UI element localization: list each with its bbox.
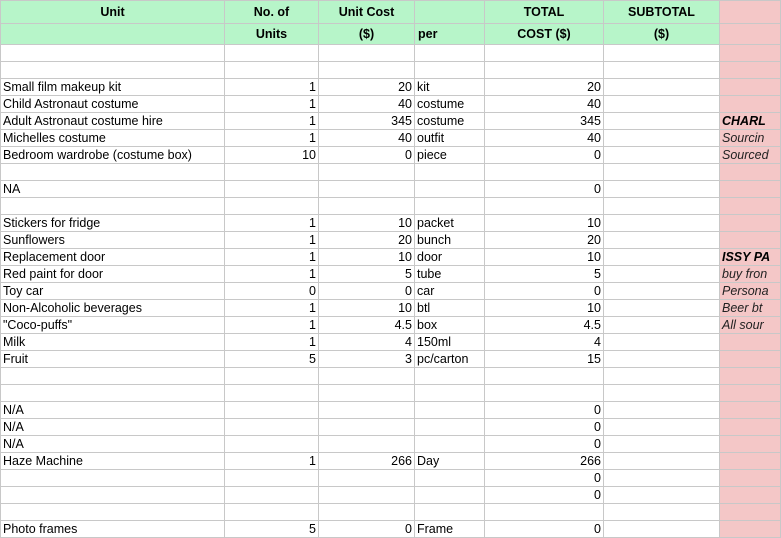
table-row xyxy=(1,300,781,317)
cell-subtotal[interactable] xyxy=(604,113,720,130)
cell-per[interactable]: outfit xyxy=(415,130,485,147)
cell-units[interactable] xyxy=(225,487,319,504)
cell-item[interactable] xyxy=(1,504,225,521)
cell-units[interactable]: 10 xyxy=(225,147,319,164)
cell-units[interactable]: 1 xyxy=(225,249,319,266)
cell-total-cost[interactable]: 15 xyxy=(485,351,604,368)
table-row xyxy=(1,96,781,113)
cell-units[interactable] xyxy=(225,181,319,198)
header-subtotal[interactable]: SUBTOTAL xyxy=(604,1,720,24)
table-row xyxy=(1,79,781,96)
cell-subtotal[interactable] xyxy=(604,232,720,249)
table-row xyxy=(1,113,781,130)
cell-per[interactable] xyxy=(415,470,485,487)
table-row xyxy=(1,181,781,198)
cell-note[interactable] xyxy=(720,198,781,215)
cell-item[interactable]: N/A xyxy=(1,419,225,436)
cell-unit-cost[interactable]: 4.5 xyxy=(319,317,415,334)
cell-unit-cost[interactable] xyxy=(319,504,415,521)
cell-unit-cost[interactable]: 40 xyxy=(319,130,415,147)
cell-per[interactable]: box xyxy=(415,317,485,334)
cell-unit-cost[interactable]: 10 xyxy=(319,300,415,317)
cell-subtotal[interactable] xyxy=(604,317,720,334)
cell-per[interactable] xyxy=(415,436,485,453)
cell-unit-cost[interactable]: 0 xyxy=(319,283,415,300)
cell-item[interactable]: "Coco-puffs" xyxy=(1,317,225,334)
cell-total-cost[interactable]: 40 xyxy=(485,130,604,147)
cell-subtotal[interactable] xyxy=(604,283,720,300)
cell-units[interactable] xyxy=(225,419,319,436)
cell-per[interactable] xyxy=(415,62,485,79)
cell-item[interactable]: Sunflowers xyxy=(1,232,225,249)
cell-total-cost[interactable] xyxy=(485,164,604,181)
cell-note[interactable] xyxy=(720,79,781,96)
cell-units[interactable]: 1 xyxy=(225,453,319,470)
table-row xyxy=(1,266,781,283)
cell-note[interactable] xyxy=(720,453,781,470)
cell-per[interactable]: Day xyxy=(415,453,485,470)
cell-item[interactable]: Haze Machine xyxy=(1,453,225,470)
cell-unit-cost[interactable] xyxy=(319,181,415,198)
cell-unit-cost[interactable] xyxy=(319,45,415,62)
cell-total-cost[interactable]: 0 xyxy=(485,487,604,504)
cell-total-cost[interactable]: 0 xyxy=(485,521,604,538)
cell-unit-cost[interactable] xyxy=(319,198,415,215)
cell-subtotal[interactable] xyxy=(604,249,720,266)
cell-units[interactable] xyxy=(225,164,319,181)
cell-units[interactable] xyxy=(225,504,319,521)
cell-item[interactable] xyxy=(1,470,225,487)
cell-per[interactable]: door xyxy=(415,249,485,266)
table-row xyxy=(1,504,781,521)
cell-unit-cost[interactable]: 20 xyxy=(319,232,415,249)
cell-subtotal[interactable] xyxy=(604,130,720,147)
cell-total-cost[interactable]: 20 xyxy=(485,79,604,96)
cell-item[interactable]: Milk xyxy=(1,334,225,351)
cell-units[interactable]: 1 xyxy=(225,79,319,96)
cell-units[interactable]: 1 xyxy=(225,113,319,130)
cell-note[interactable]: Beer bt xyxy=(720,300,781,317)
cell-subtotal[interactable] xyxy=(604,334,720,351)
cell-per[interactable]: bunch xyxy=(415,232,485,249)
cell-subtotal[interactable] xyxy=(604,504,720,521)
cell-unit-cost[interactable] xyxy=(319,436,415,453)
cell-units[interactable] xyxy=(225,45,319,62)
cell-subtotal[interactable] xyxy=(604,266,720,283)
cell-unit-cost[interactable]: 10 xyxy=(319,249,415,266)
cell-item[interactable]: Child Astronaut costume xyxy=(1,96,225,113)
table-row xyxy=(1,521,781,538)
cell-subtotal[interactable] xyxy=(604,487,720,504)
header-unit-cost[interactable]: Unit Cost xyxy=(319,1,415,24)
cell-item[interactable]: Photo frames xyxy=(1,521,225,538)
cell-unit-cost[interactable] xyxy=(319,470,415,487)
cell-total-cost[interactable]: 0 xyxy=(485,402,604,419)
cell-total-cost[interactable]: 10 xyxy=(485,300,604,317)
cell-item[interactable] xyxy=(1,487,225,504)
cell-item[interactable]: Bedroom wardrobe (costume box) xyxy=(1,147,225,164)
cell-total-cost[interactable]: 40 xyxy=(485,96,604,113)
cell-per[interactable] xyxy=(415,504,485,521)
cell-subtotal[interactable] xyxy=(604,402,720,419)
cell-unit-cost[interactable]: 20 xyxy=(319,79,415,96)
cell-subtotal[interactable] xyxy=(604,368,720,385)
cell-subtotal[interactable] xyxy=(604,96,720,113)
cell-total-cost[interactable]: 0 xyxy=(485,181,604,198)
table-row xyxy=(1,164,781,181)
cell-item[interactable]: Toy car xyxy=(1,283,225,300)
table-row xyxy=(1,232,781,249)
cell-item[interactable] xyxy=(1,45,225,62)
cell-total-cost[interactable]: 0 xyxy=(485,147,604,164)
cell-unit-cost[interactable]: 4 xyxy=(319,334,415,351)
header-notes[interactable] xyxy=(720,1,781,24)
cell-per[interactable] xyxy=(415,385,485,402)
cell-unit-cost[interactable]: 3 xyxy=(319,351,415,368)
cell-note[interactable]: All sour xyxy=(720,317,781,334)
header-units-label[interactable]: Units xyxy=(225,24,319,45)
cell-subtotal[interactable] xyxy=(604,300,720,317)
table-row xyxy=(1,402,781,419)
cell-per[interactable]: car xyxy=(415,283,485,300)
cell-per[interactable]: costume xyxy=(415,113,485,130)
cell-note[interactable]: Persona xyxy=(720,283,781,300)
cell-subtotal[interactable] xyxy=(604,385,720,402)
cell-item[interactable] xyxy=(1,368,225,385)
cell-total-cost[interactable]: 10 xyxy=(485,249,604,266)
cell-units[interactable] xyxy=(225,402,319,419)
cell-note[interactable] xyxy=(720,215,781,232)
cell-item[interactable]: Red paint for door xyxy=(1,266,225,283)
header-row-bottom xyxy=(1,24,781,45)
cell-units[interactable] xyxy=(225,62,319,79)
table-row xyxy=(1,385,781,402)
cell-per[interactable]: 150ml xyxy=(415,334,485,351)
header-per[interactable]: per xyxy=(415,24,485,45)
cell-total-cost[interactable]: 345 xyxy=(485,113,604,130)
cell-total-cost[interactable] xyxy=(485,504,604,521)
cell-units[interactable]: 5 xyxy=(225,521,319,538)
header-unit[interactable]: Unit xyxy=(1,1,225,24)
cell-item[interactable]: Stickers for fridge xyxy=(1,215,225,232)
cell-subtotal[interactable] xyxy=(604,45,720,62)
header-notes-bottom[interactable] xyxy=(720,24,781,45)
cell-units[interactable]: 0 xyxy=(225,283,319,300)
cell-total-cost[interactable]: 4.5 xyxy=(485,317,604,334)
cell-subtotal[interactable] xyxy=(604,453,720,470)
cell-total-cost[interactable] xyxy=(485,45,604,62)
cell-per[interactable] xyxy=(415,198,485,215)
cell-note[interactable] xyxy=(720,62,781,79)
header-row-top xyxy=(1,1,781,24)
cell-units[interactable]: 1 xyxy=(225,334,319,351)
cell-note[interactable]: CHARL xyxy=(720,113,781,130)
cell-note[interactable]: Sourcin xyxy=(720,130,781,147)
cell-total-cost[interactable]: 10 xyxy=(485,215,604,232)
cell-total-cost[interactable]: 5 xyxy=(485,266,604,283)
cell-per[interactable]: Frame xyxy=(415,521,485,538)
cell-subtotal[interactable] xyxy=(604,436,720,453)
cell-total-cost[interactable]: 266 xyxy=(485,453,604,470)
cell-subtotal[interactable] xyxy=(604,79,720,96)
cell-note[interactable]: ISSY PA xyxy=(720,249,781,266)
cell-unit-cost[interactable] xyxy=(319,419,415,436)
cell-item[interactable]: N/A xyxy=(1,402,225,419)
cell-subtotal[interactable] xyxy=(604,164,720,181)
cell-unit-cost[interactable] xyxy=(319,385,415,402)
header-total-cost[interactable]: TOTAL xyxy=(485,1,604,24)
cell-unit-cost[interactable]: 40 xyxy=(319,96,415,113)
cell-units[interactable]: 1 xyxy=(225,130,319,147)
cell-per[interactable]: kit xyxy=(415,79,485,96)
cell-per[interactable] xyxy=(415,487,485,504)
cell-item[interactable] xyxy=(1,62,225,79)
cell-units[interactable]: 1 xyxy=(225,300,319,317)
cell-note[interactable] xyxy=(720,521,781,538)
cell-note[interactable]: buy fron xyxy=(720,266,781,283)
table-row xyxy=(1,198,781,215)
cell-subtotal[interactable] xyxy=(604,181,720,198)
cell-subtotal[interactable] xyxy=(604,470,720,487)
cell-units[interactable]: 1 xyxy=(225,317,319,334)
header-per-top[interactable] xyxy=(415,1,485,24)
cell-per[interactable] xyxy=(415,419,485,436)
cell-item[interactable]: Adult Astronaut costume hire xyxy=(1,113,225,130)
table-row xyxy=(1,334,781,351)
cell-note[interactable] xyxy=(720,45,781,62)
cell-subtotal[interactable] xyxy=(604,215,720,232)
cell-note[interactable] xyxy=(720,232,781,249)
cell-units[interactable] xyxy=(225,436,319,453)
cell-per[interactable]: packet xyxy=(415,215,485,232)
cell-per[interactable]: costume xyxy=(415,96,485,113)
cell-unit-cost[interactable]: 266 xyxy=(319,453,415,470)
cell-units[interactable] xyxy=(225,385,319,402)
cell-note[interactable] xyxy=(720,419,781,436)
cell-item[interactable]: Michelles costume xyxy=(1,130,225,147)
table-row xyxy=(1,470,781,487)
cell-item[interactable] xyxy=(1,385,225,402)
cell-per[interactable]: btl xyxy=(415,300,485,317)
cell-item[interactable]: Non-Alcoholic beverages xyxy=(1,300,225,317)
cell-unit-cost[interactable]: 10 xyxy=(319,215,415,232)
cell-total-cost[interactable] xyxy=(485,368,604,385)
cell-units[interactable]: 5 xyxy=(225,351,319,368)
cell-item[interactable]: Fruit xyxy=(1,351,225,368)
cell-note[interactable] xyxy=(720,487,781,504)
cell-note[interactable] xyxy=(720,96,781,113)
cell-note[interactable] xyxy=(720,504,781,521)
cell-per[interactable] xyxy=(415,181,485,198)
table-row xyxy=(1,147,781,164)
cell-note[interactable]: Sourced xyxy=(720,147,781,164)
cell-item[interactable]: Replacement door xyxy=(1,249,225,266)
cell-units[interactable] xyxy=(225,368,319,385)
cell-total-cost[interactable]: 0 xyxy=(485,419,604,436)
table-row xyxy=(1,368,781,385)
cell-total-cost[interactable]: 0 xyxy=(485,436,604,453)
cell-item[interactable] xyxy=(1,198,225,215)
cell-total-cost[interactable] xyxy=(485,62,604,79)
cell-units[interactable]: 1 xyxy=(225,215,319,232)
table-row xyxy=(1,215,781,232)
cell-subtotal[interactable] xyxy=(604,198,720,215)
cell-units[interactable] xyxy=(225,198,319,215)
cell-per[interactable] xyxy=(415,164,485,181)
cell-note[interactable] xyxy=(720,164,781,181)
table-row xyxy=(1,351,781,368)
cell-item[interactable] xyxy=(1,164,225,181)
cell-total-cost[interactable]: 4 xyxy=(485,334,604,351)
cell-total-cost[interactable] xyxy=(485,385,604,402)
cell-item[interactable]: NA xyxy=(1,181,225,198)
cell-total-cost[interactable]: 0 xyxy=(485,470,604,487)
cell-subtotal[interactable] xyxy=(604,521,720,538)
table-row xyxy=(1,130,781,147)
cell-per[interactable] xyxy=(415,368,485,385)
cell-unit-cost[interactable] xyxy=(319,164,415,181)
table-row xyxy=(1,62,781,79)
table-row xyxy=(1,436,781,453)
header-subtotal-currency[interactable]: ($) xyxy=(604,24,720,45)
cell-per[interactable]: piece xyxy=(415,147,485,164)
table-row xyxy=(1,249,781,266)
table-row xyxy=(1,317,781,334)
cell-unit-cost[interactable] xyxy=(319,368,415,385)
table-row xyxy=(1,419,781,436)
cell-subtotal[interactable] xyxy=(604,62,720,79)
cell-units[interactable]: 1 xyxy=(225,96,319,113)
cell-total-cost[interactable] xyxy=(485,198,604,215)
cell-unit-cost[interactable]: 345 xyxy=(319,113,415,130)
cell-units[interactable]: 1 xyxy=(225,266,319,283)
cell-note[interactable] xyxy=(720,470,781,487)
cell-item[interactable]: Small film makeup kit xyxy=(1,79,225,96)
cell-total-cost[interactable]: 0 xyxy=(485,283,604,300)
cell-units[interactable] xyxy=(225,470,319,487)
cell-per[interactable] xyxy=(415,402,485,419)
cell-unit-cost[interactable] xyxy=(319,402,415,419)
cell-per[interactable] xyxy=(415,45,485,62)
cell-note[interactable] xyxy=(720,385,781,402)
cell-note[interactable] xyxy=(720,436,781,453)
header-total-cost-label[interactable]: COST ($) xyxy=(485,24,604,45)
header-no-of-units[interactable]: No. of xyxy=(225,1,319,24)
cell-note[interactable] xyxy=(720,368,781,385)
cell-subtotal[interactable] xyxy=(604,147,720,164)
budget-table-body xyxy=(1,1,781,538)
cell-units[interactable]: 1 xyxy=(225,232,319,249)
cell-unit-cost[interactable]: 0 xyxy=(319,147,415,164)
cell-subtotal[interactable] xyxy=(604,419,720,436)
cell-per[interactable]: pc/carton xyxy=(415,351,485,368)
table-row xyxy=(1,487,781,504)
cell-unit-cost[interactable]: 5 xyxy=(319,266,415,283)
cell-per[interactable]: tube xyxy=(415,266,485,283)
cell-note[interactable] xyxy=(720,334,781,351)
cell-item[interactable]: N/A xyxy=(1,436,225,453)
table-row xyxy=(1,283,781,300)
cell-unit-cost[interactable] xyxy=(319,487,415,504)
cell-note[interactable] xyxy=(720,351,781,368)
cell-note[interactable] xyxy=(720,181,781,198)
table-row xyxy=(1,453,781,470)
cell-unit-cost[interactable] xyxy=(319,62,415,79)
cell-total-cost[interactable]: 20 xyxy=(485,232,604,249)
table-row xyxy=(1,45,781,62)
cell-subtotal[interactable] xyxy=(604,351,720,368)
cell-unit-cost[interactable]: 0 xyxy=(319,521,415,538)
header-unit-cost-currency[interactable]: ($) xyxy=(319,24,415,45)
cell-note[interactable] xyxy=(720,402,781,419)
header-unit-bottom[interactable] xyxy=(1,24,225,45)
